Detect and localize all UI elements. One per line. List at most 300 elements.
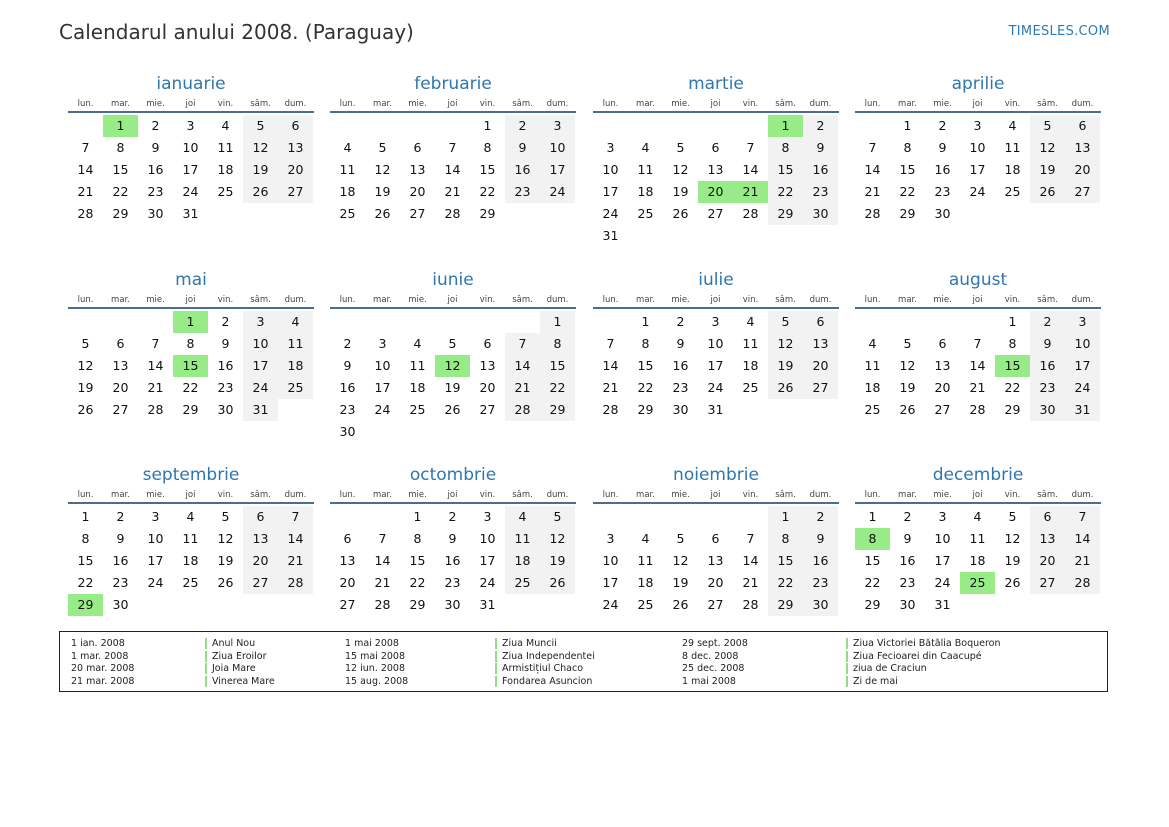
day-cell: 31 xyxy=(707,402,724,417)
legend-date: 29 sept. 2008 xyxy=(682,638,748,649)
legend-holiday-name: ziua de Craciun xyxy=(846,663,927,674)
weekday-label: lun. xyxy=(77,490,94,500)
day-cell: 19 xyxy=(1030,159,1065,181)
legend-date: 12 iun. 2008 xyxy=(345,663,406,674)
weekday-label: sâm. xyxy=(775,99,796,109)
day-cell: 17 xyxy=(147,553,164,568)
day-cell: 18 xyxy=(278,355,313,377)
legend-date: 20 mar. 2008 xyxy=(71,663,135,674)
day-cell: 27 xyxy=(409,206,426,221)
weekday-label: mie. xyxy=(933,295,952,305)
day-cell: 7 xyxy=(1065,506,1100,528)
day-cell: 14 xyxy=(742,553,759,568)
day-cell: 9 xyxy=(903,531,912,546)
day-cell: 31 xyxy=(182,206,199,221)
weekday-label: mar. xyxy=(111,295,130,305)
day-cell: 26 xyxy=(1030,181,1065,203)
day-cell: 8 xyxy=(768,528,803,550)
day-cell: 8 xyxy=(116,140,125,155)
weekday-header xyxy=(68,293,314,309)
day-cell: 30 xyxy=(803,594,838,616)
day-cell: 2 xyxy=(116,509,125,524)
weekday-label: lun. xyxy=(339,490,356,500)
weekday-header xyxy=(855,488,1101,504)
month-name: octombrie xyxy=(409,465,497,485)
day-cell: 12 xyxy=(672,553,689,568)
month-name: mai xyxy=(175,270,207,290)
weekday-label: sâm. xyxy=(775,490,796,500)
day-cell: 26 xyxy=(1004,575,1021,590)
day-cell: 17 xyxy=(540,159,575,181)
weekday-label: mar. xyxy=(373,99,392,109)
day-cell: 31 xyxy=(243,399,278,421)
day-cell: 10 xyxy=(1065,333,1100,355)
weekday-label: mar. xyxy=(898,490,917,500)
day-cell: 7 xyxy=(868,140,877,155)
weekday-label: mar. xyxy=(636,99,655,109)
day-cell: 20 xyxy=(339,575,356,590)
weekday-label: mie. xyxy=(146,490,165,500)
day-cell: 22 xyxy=(479,184,496,199)
day-cell: 18 xyxy=(339,184,356,199)
day-cell: 11 xyxy=(182,531,199,546)
day-grid xyxy=(68,506,314,616)
day-cell: 27 xyxy=(934,402,951,417)
day-cell: 22 xyxy=(540,377,575,399)
day-cell: 16 xyxy=(1030,355,1065,377)
weekday-label: dum. xyxy=(546,295,569,305)
day-cell: 15 xyxy=(479,162,496,177)
weekday-label: mie. xyxy=(671,295,690,305)
day-cell: 15 xyxy=(540,355,575,377)
day-cell: 7 xyxy=(505,333,540,355)
day-cell: 23 xyxy=(147,184,164,199)
day-cell: 18 xyxy=(637,184,654,199)
day-cell: 8 xyxy=(1008,336,1017,351)
day-cell: 8 xyxy=(413,531,422,546)
month-august xyxy=(855,270,1101,421)
day-cell: 5 xyxy=(676,531,685,546)
weekday-label: dum. xyxy=(809,490,832,500)
day-cell: 19 xyxy=(768,355,803,377)
weekday-label: dum. xyxy=(809,99,832,109)
weekday-label: dum. xyxy=(1071,99,1094,109)
day-cell: 19 xyxy=(672,575,689,590)
day-cell: 3 xyxy=(973,118,982,133)
day-cell: 10 xyxy=(182,140,199,155)
day-cell: 22 xyxy=(768,181,803,203)
holiday-day-cell: 20 xyxy=(698,181,733,203)
day-cell: 21 xyxy=(278,550,313,572)
day-cell: 23 xyxy=(112,575,129,590)
legend-holiday-name: Zi de mai xyxy=(846,676,898,687)
holiday-day-cell: 8 xyxy=(855,528,890,550)
day-cell: 24 xyxy=(182,184,199,199)
day-cell: 14 xyxy=(505,355,540,377)
day-cell: 18 xyxy=(637,575,654,590)
day-cell: 1 xyxy=(903,118,912,133)
day-cell: 25 xyxy=(217,184,234,199)
day-cell: 20 xyxy=(409,184,426,199)
weekday-label: lun. xyxy=(77,99,94,109)
day-cell: 19 xyxy=(672,184,689,199)
day-cell: 6 xyxy=(803,311,838,333)
day-cell: 24 xyxy=(602,597,619,612)
day-cell: 15 xyxy=(864,553,881,568)
day-cell: 13 xyxy=(409,162,426,177)
day-cell: 19 xyxy=(77,380,94,395)
empty-cell xyxy=(663,115,698,137)
weekday-label: dum. xyxy=(1071,295,1094,305)
weekday-label: dum. xyxy=(546,99,569,109)
day-cell: 6 xyxy=(711,140,720,155)
day-cell: 13 xyxy=(803,333,838,355)
day-cell: 12 xyxy=(672,162,689,177)
day-cell: 19 xyxy=(374,184,391,199)
day-cell: 22 xyxy=(899,184,916,199)
weekday-label: mie. xyxy=(146,295,165,305)
weekday-label: vin. xyxy=(742,295,759,305)
day-cell: 2 xyxy=(903,509,912,524)
weekday-label: mie. xyxy=(933,490,952,500)
day-cell: 1 xyxy=(483,118,492,133)
day-cell: 17 xyxy=(602,184,619,199)
day-cell: 16 xyxy=(934,162,951,177)
day-cell: 28 xyxy=(505,399,540,421)
day-cell: 8 xyxy=(186,336,195,351)
day-cell: 30 xyxy=(899,597,916,612)
day-cell: 21 xyxy=(602,380,619,395)
day-cell: 25 xyxy=(637,597,654,612)
day-cell: 5 xyxy=(540,506,575,528)
day-cell: 29 xyxy=(1004,402,1021,417)
day-cell: 6 xyxy=(413,140,422,155)
day-cell: 8 xyxy=(540,333,575,355)
holiday-legend xyxy=(59,631,1108,692)
day-cell: 24 xyxy=(969,184,986,199)
day-cell: 3 xyxy=(711,314,720,329)
day-cell: 27 xyxy=(803,377,838,399)
legend-date: 1 mai 2008 xyxy=(682,675,736,687)
legend-holiday-name: Armistițiul Chaco xyxy=(495,663,583,674)
day-cell: 10 xyxy=(147,531,164,546)
holiday-day-cell: 1 xyxy=(103,115,138,137)
day-cell: 2 xyxy=(221,314,230,329)
day-cell: 12 xyxy=(1004,531,1021,546)
day-cell: 13 xyxy=(707,553,724,568)
day-cell: 16 xyxy=(112,553,129,568)
day-cell: 25 xyxy=(409,402,426,417)
site-link[interactable]: TIMESLES.COM xyxy=(1008,24,1110,39)
weekday-label: sâm. xyxy=(250,295,271,305)
day-cell: 5 xyxy=(1030,115,1065,137)
weekday-label: joi xyxy=(710,490,721,500)
weekday-label: joi xyxy=(185,295,196,305)
day-cell: 3 xyxy=(606,140,615,155)
day-cell: 11 xyxy=(637,553,654,568)
day-cell: 31 xyxy=(934,597,951,612)
month-septembrie xyxy=(68,465,314,616)
holiday-day-cell: 29 xyxy=(68,594,103,616)
day-cell: 21 xyxy=(147,380,164,395)
day-cell: 12 xyxy=(899,358,916,373)
day-cell: 1 xyxy=(768,506,803,528)
day-cell: 15 xyxy=(768,550,803,572)
holiday-day-cell: 12 xyxy=(435,355,470,377)
day-cell: 6 xyxy=(116,336,125,351)
weekday-label: lun. xyxy=(602,295,619,305)
day-cell: 14 xyxy=(374,553,391,568)
day-cell: 1 xyxy=(641,314,650,329)
legend-holiday-name: Ziua Victoriei Bătălia Boqueron xyxy=(846,638,1001,649)
weekday-label: sâm. xyxy=(512,490,533,500)
day-cell: 30 xyxy=(217,402,234,417)
weekday-label: mie. xyxy=(933,99,952,109)
month-octombrie xyxy=(330,465,576,616)
day-cell: 10 xyxy=(969,140,986,155)
day-cell: 29 xyxy=(768,594,803,616)
weekday-label: mar. xyxy=(111,490,130,500)
day-cell: 9 xyxy=(343,358,352,373)
weekday-label: vin. xyxy=(1004,295,1021,305)
day-cell: 25 xyxy=(182,575,199,590)
day-cell: 9 xyxy=(505,137,540,159)
holiday-day-cell: 15 xyxy=(995,355,1030,377)
day-cell: 13 xyxy=(112,358,129,373)
day-cell: 20 xyxy=(278,159,313,181)
day-cell: 7 xyxy=(606,336,615,351)
day-cell: 30 xyxy=(444,597,461,612)
day-cell: 11 xyxy=(969,531,986,546)
empty-cell xyxy=(470,311,505,333)
day-cell: 14 xyxy=(1065,528,1100,550)
day-cell: 15 xyxy=(899,162,916,177)
day-grid xyxy=(68,311,314,421)
month-iunie xyxy=(330,270,576,443)
day-grid xyxy=(330,506,576,616)
empty-cell xyxy=(330,311,365,333)
day-cell: 24 xyxy=(374,402,391,417)
weekday-label: sâm. xyxy=(1037,99,1058,109)
weekday-label: joi xyxy=(972,490,983,500)
legend-holiday-name: Ziua Eroilor xyxy=(205,651,267,662)
weekday-label: sâm. xyxy=(775,295,796,305)
day-cell: 11 xyxy=(1004,140,1021,155)
day-cell: 26 xyxy=(444,402,461,417)
day-grid xyxy=(593,506,839,616)
weekday-label: joi xyxy=(447,99,458,109)
weekday-label: lun. xyxy=(864,490,881,500)
day-cell: 5 xyxy=(221,509,230,524)
weekday-label: vin. xyxy=(1004,490,1021,500)
empty-cell xyxy=(698,115,733,137)
day-grid xyxy=(855,311,1101,421)
day-cell: 16 xyxy=(505,159,540,181)
weekday-label: mie. xyxy=(408,295,427,305)
day-cell: 3 xyxy=(243,311,278,333)
empty-cell xyxy=(960,311,995,333)
day-cell: 22 xyxy=(637,380,654,395)
day-cell: 22 xyxy=(112,184,129,199)
day-cell: 9 xyxy=(803,137,838,159)
weekday-label: joi xyxy=(185,99,196,109)
day-cell: 23 xyxy=(934,184,951,199)
day-cell: 16 xyxy=(803,159,838,181)
day-cell: 9 xyxy=(151,140,160,155)
day-cell: 10 xyxy=(602,553,619,568)
day-cell: 27 xyxy=(112,402,129,417)
day-cell: 6 xyxy=(1065,115,1100,137)
day-cell: 18 xyxy=(1004,162,1021,177)
day-cell: 29 xyxy=(409,597,426,612)
day-cell: 21 xyxy=(505,377,540,399)
day-cell: 13 xyxy=(1065,137,1100,159)
day-cell: 18 xyxy=(217,162,234,177)
weekday-label: vin. xyxy=(217,490,234,500)
day-cell: 10 xyxy=(374,358,391,373)
day-cell: 31 xyxy=(479,597,496,612)
day-cell: 10 xyxy=(707,336,724,351)
day-cell: 12 xyxy=(77,358,94,373)
day-cell: 2 xyxy=(505,115,540,137)
day-cell: 13 xyxy=(479,358,496,373)
legend-date: 1 mai 2008 xyxy=(345,638,399,649)
weekday-label: sâm. xyxy=(512,295,533,305)
day-cell: 26 xyxy=(77,402,94,417)
day-cell: 11 xyxy=(217,140,234,155)
weekday-label: mar. xyxy=(636,490,655,500)
weekday-label: mar. xyxy=(111,99,130,109)
day-cell: 14 xyxy=(147,358,164,373)
day-cell: 27 xyxy=(1030,572,1065,594)
day-cell: 11 xyxy=(339,162,356,177)
day-cell: 7 xyxy=(746,531,755,546)
day-cell: 7 xyxy=(278,506,313,528)
day-cell: 11 xyxy=(409,358,426,373)
day-cell: 2 xyxy=(1030,311,1065,333)
day-cell: 28 xyxy=(278,572,313,594)
weekday-header xyxy=(593,97,839,113)
day-cell: 5 xyxy=(378,140,387,155)
day-cell: 19 xyxy=(444,380,461,395)
day-cell: 30 xyxy=(112,597,129,612)
day-cell: 23 xyxy=(803,572,838,594)
day-cell: 31 xyxy=(1065,399,1100,421)
day-cell: 22 xyxy=(409,575,426,590)
day-cell: 29 xyxy=(864,597,881,612)
weekday-label: joi xyxy=(972,99,983,109)
day-cell: 3 xyxy=(483,509,492,524)
day-cell: 13 xyxy=(707,162,724,177)
empty-cell xyxy=(330,506,365,528)
empty-cell xyxy=(890,311,925,333)
day-cell: 28 xyxy=(147,402,164,417)
day-cell: 30 xyxy=(1030,399,1065,421)
day-cell: 4 xyxy=(1008,118,1017,133)
weekday-label: lun. xyxy=(339,295,356,305)
day-cell: 6 xyxy=(343,531,352,546)
day-cell: 23 xyxy=(672,380,689,395)
weekday-label: vin. xyxy=(742,490,759,500)
day-cell: 9 xyxy=(221,336,230,351)
day-cell: 18 xyxy=(182,553,199,568)
weekday-label: joi xyxy=(710,295,721,305)
day-cell: 23 xyxy=(899,575,916,590)
day-cell: 18 xyxy=(864,380,881,395)
empty-cell xyxy=(593,311,628,333)
empty-cell xyxy=(628,506,663,528)
legend-holiday-name: Vinerea Mare xyxy=(205,676,275,687)
day-cell: 27 xyxy=(707,597,724,612)
empty-cell xyxy=(733,115,768,137)
day-cell: 22 xyxy=(1004,380,1021,395)
day-cell: 16 xyxy=(444,553,461,568)
holiday-day-cell: 15 xyxy=(173,355,208,377)
legend-holiday-name: Ziua Muncii xyxy=(495,638,557,649)
weekday-label: joi xyxy=(447,490,458,500)
weekday-label: dum. xyxy=(546,490,569,500)
day-cell: 25 xyxy=(1004,184,1021,199)
day-cell: 16 xyxy=(899,553,916,568)
day-cell: 20 xyxy=(803,355,838,377)
day-cell: 29 xyxy=(479,206,496,221)
day-cell: 28 xyxy=(969,402,986,417)
weekday-label: dum. xyxy=(1071,490,1094,500)
month-aprilie xyxy=(855,74,1101,225)
day-grid xyxy=(593,311,839,421)
day-cell: 2 xyxy=(448,509,457,524)
day-cell: 26 xyxy=(217,575,234,590)
day-cell: 3 xyxy=(540,115,575,137)
weekday-label: joi xyxy=(972,295,983,305)
month-name: august xyxy=(948,270,1008,290)
day-cell: 29 xyxy=(182,402,199,417)
month-name: noiembrie xyxy=(673,465,759,485)
day-grid xyxy=(68,115,314,225)
day-cell: 14 xyxy=(602,358,619,373)
day-cell: 2 xyxy=(676,314,685,329)
legend-holiday-name: Joia Mare xyxy=(205,663,256,674)
day-cell: 31 xyxy=(602,228,619,243)
day-cell: 29 xyxy=(899,206,916,221)
day-cell: 21 xyxy=(1065,550,1100,572)
day-cell: 4 xyxy=(505,506,540,528)
day-cell: 1 xyxy=(81,509,90,524)
day-cell: 14 xyxy=(742,162,759,177)
day-grid xyxy=(330,115,576,225)
empty-cell xyxy=(505,311,540,333)
day-cell: 18 xyxy=(969,553,986,568)
weekday-header xyxy=(330,488,576,504)
empty-cell xyxy=(663,506,698,528)
day-cell: 27 xyxy=(339,597,356,612)
weekday-label: mie. xyxy=(671,99,690,109)
day-cell: 3 xyxy=(938,509,947,524)
empty-cell xyxy=(925,311,960,333)
day-cell: 28 xyxy=(602,402,619,417)
day-cell: 9 xyxy=(448,531,457,546)
day-cell: 12 xyxy=(768,333,803,355)
holiday-day-cell: 1 xyxy=(768,115,803,137)
weekday-header xyxy=(330,97,576,113)
day-cell: 29 xyxy=(637,402,654,417)
empty-cell xyxy=(628,115,663,137)
weekday-label: dum. xyxy=(284,295,307,305)
day-cell: 26 xyxy=(540,572,575,594)
month-name: iulie xyxy=(698,270,734,290)
day-cell: 6 xyxy=(278,115,313,137)
day-cell: 9 xyxy=(803,528,838,550)
